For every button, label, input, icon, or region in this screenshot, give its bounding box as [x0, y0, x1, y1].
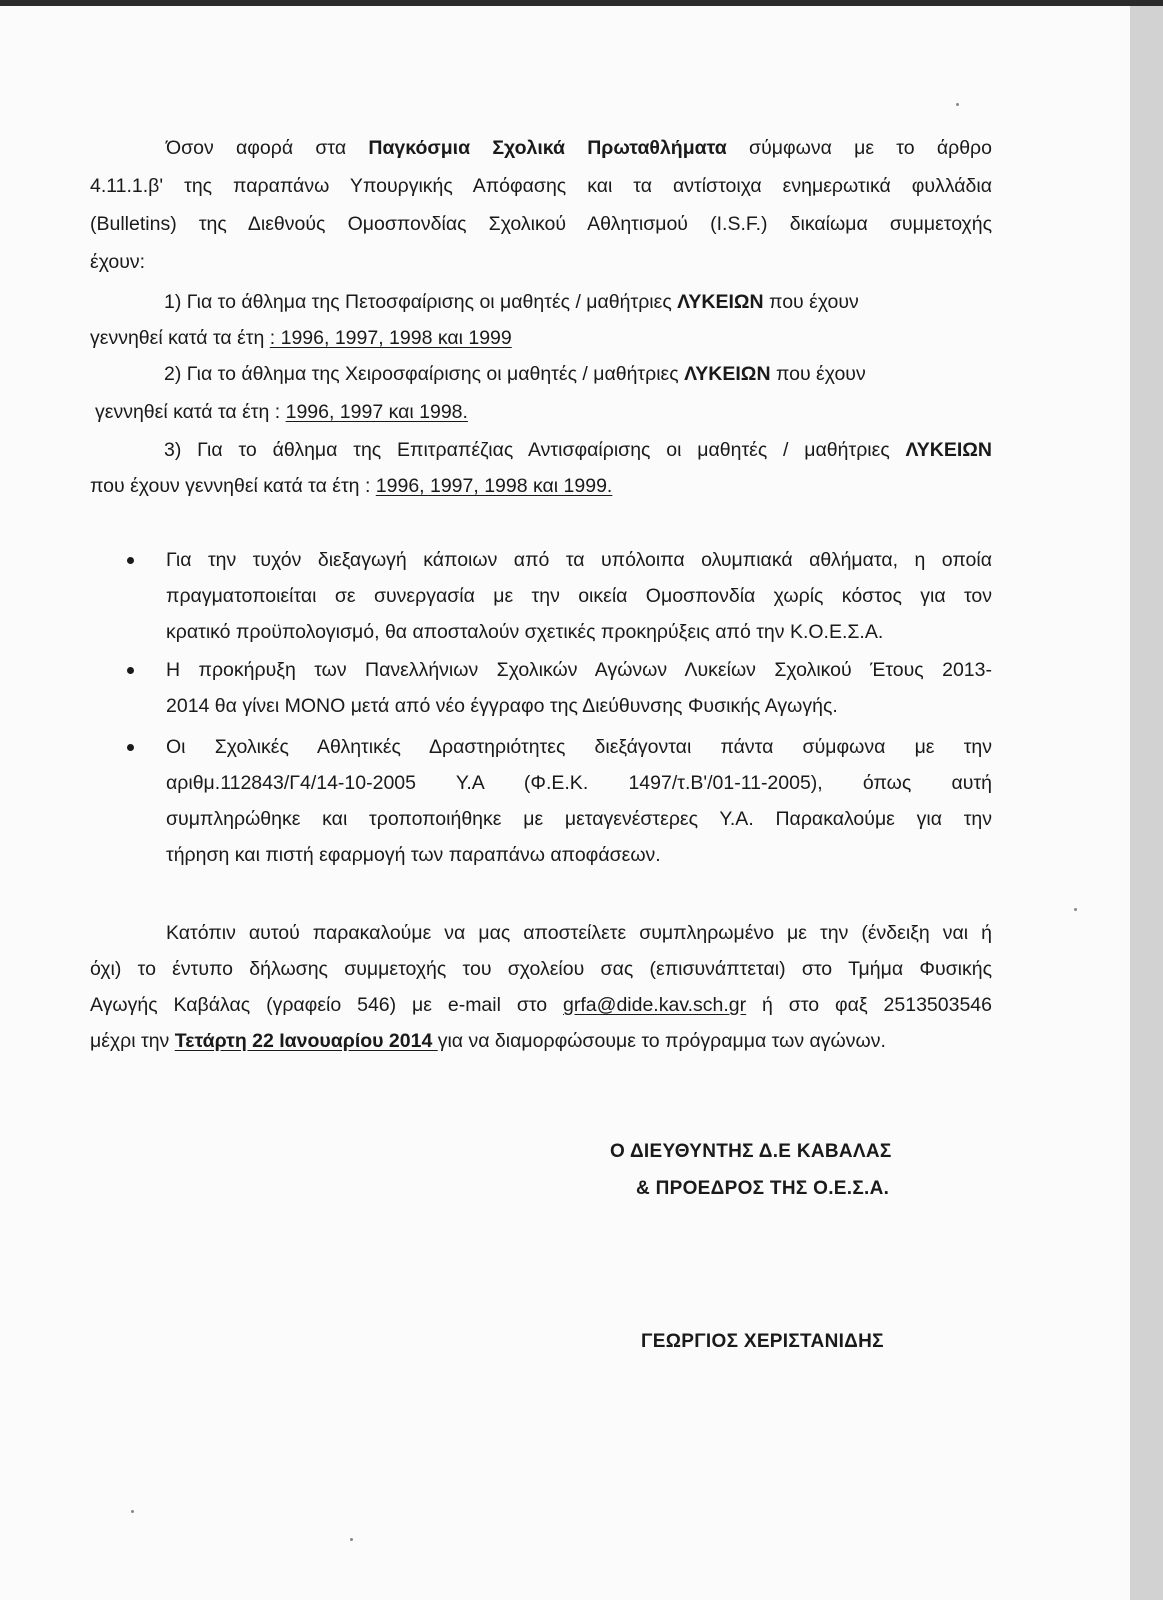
scan-speck [956, 103, 959, 106]
bullet-2-line-1: Η προκήρυξη των Πανελλήνιων Σχολικών Αγώνων Λυκείων Σχολικού Έτους 2013- [166, 659, 992, 681]
item-3-line-1: 3) Για το άθλημα της Επιτραπέζιας Αντισφαίρισης οι μαθητές / μαθήτριες ΛΥΚΕΙΩΝ [164, 439, 992, 461]
bullet-1-line-2: πραγματοποιείται σε συνεργασία με την οικεία Ομοσπονδία χωρίς κόστος για τον [166, 585, 992, 607]
bullet-1-marker [127, 557, 134, 564]
intro-line-3: (Bulletins) της Διεθνούς Ομοσπονδίας Σχολικού Αθλητισμού (I.S.F.) δικαίωμα συμμετοχής [90, 213, 992, 235]
email-link[interactable]: grfa@dide.kav.sch.gr [563, 994, 747, 1016]
bullet-3-marker [127, 744, 134, 751]
signature-title-2: & ΠΡΟΕΔΡΟΣ ΤΗΣ Ο.Ε.Σ.Α. [636, 1178, 890, 1199]
bullet-2-line-2: 2014 θα γίνει ΜΟΝΟ μετά από νέο έγγραφο της Διεύθυνσης Φυσικής Αγωγής. [166, 695, 838, 717]
bullet-1-line-3: κρατικό προϋπολογισμό, θα αποσταλούν σχετικές προκηρύξεις από την Κ.Ο.Ε.Σ.Α. [166, 621, 884, 643]
bullet-2-marker [127, 667, 134, 674]
deadline-date: Τετάρτη 22 Ιανουαρίου 2014 [174, 1030, 438, 1052]
item-1-line-1: 1) Για το άθλημα της Πετοσφαίρισης οι μαθητές / μαθήτριες ΛΥΚΕΙΩΝ που έχουν [164, 291, 859, 313]
closing-line-3: Αγωγής Καβάλας (γραφείο 546) με e-mail στο grfa@dide.kav.sch.gr ή στο φαξ 2513503546 [90, 994, 992, 1016]
scan-right-edge [1130, 6, 1163, 1600]
bullet-3-line-3: συμπληρώθηκε και τροποποιήθηκε με μεταγενέστερες Υ.Α. Παρακαλούμε για την [166, 808, 992, 830]
scan-speck [131, 1510, 134, 1513]
intro-line-4: έχουν: [90, 251, 146, 273]
intro-line-1: Όσον αφορά στα Παγκόσμια Σχολικά Πρωταθλήματα σύμφωνα με το άρθρο [166, 137, 992, 159]
item-3-line-2: που έχουν γεννηθεί κατά τα έτη : 1996, 1997, 1998 και 1999. [90, 475, 613, 497]
closing-line-4: μέχρι την Τετάρτη 22 Ιανουαρίου 2014 για να διαμορφώσουμε το πρόγραμμα των αγώνων. [90, 1030, 886, 1052]
item-2-line-2: γεννηθεί κατά τα έτη : 1996, 1997 και 1998. [95, 401, 468, 423]
bullet-3-line-2: αριθμ.112843/Γ4/14-10-2005 Υ.Α (Φ.Ε.Κ. 1497/τ.Β'/01-11-2005), όπως αυτή [166, 772, 992, 794]
signature-title-1: Ο ΔΙΕΥΘΥΝΤΗΣ Δ.Ε ΚΑΒΑΛΑΣ [610, 1141, 892, 1162]
scan-speck [350, 1538, 353, 1541]
bullet-3-line-1: Οι Σχολικές Αθλητικές Δραστηριότητες διεξάγονται πάντα σύμφωνα με την [166, 736, 992, 758]
bullet-3-line-4: τήρηση και πιστή εφαρμογή των παραπάνω αποφάσεων. [166, 844, 661, 866]
bullet-1-line-1: Για την τυχόν διεξαγωγή κάποιων από τα υπόλοιπα ολυμπιακά αθλήματα, η οποία [166, 549, 992, 571]
item-1-line-2: γεννηθεί κατά τα έτη : 1996, 1997, 1998 και 1999 [90, 327, 512, 349]
signature-name: ΓΕΩΡΓΙΟΣ ΧΕΡΙΣΤΑΝΙΔΗΣ [641, 1331, 884, 1352]
item-2-line-1: 2) Για το άθλημα της Χειροσφαίρισης οι μαθητές / μαθήτριες ΛΥΚΕΙΩΝ που έχουν [164, 363, 866, 385]
closing-line-2: όχι) το έντυπο δήλωσης συμμετοχής του σχολείου σας (επισυνάπτεται) στο Τμήμα Φυσικής [90, 958, 992, 980]
intro-line-2: 4.11.1.β' της παραπάνω Υπουργικής Απόφασης και τα αντίστοιχα ενημερωτικά φυλλάδια [90, 175, 992, 197]
scan-speck [1074, 908, 1077, 911]
document-page [0, 6, 1130, 1600]
closing-line-1: Κατόπιν αυτού παρακαλούμε να μας αποστείλετε συμπληρωμένο με την (ένδειξη ναι ή [166, 922, 992, 944]
